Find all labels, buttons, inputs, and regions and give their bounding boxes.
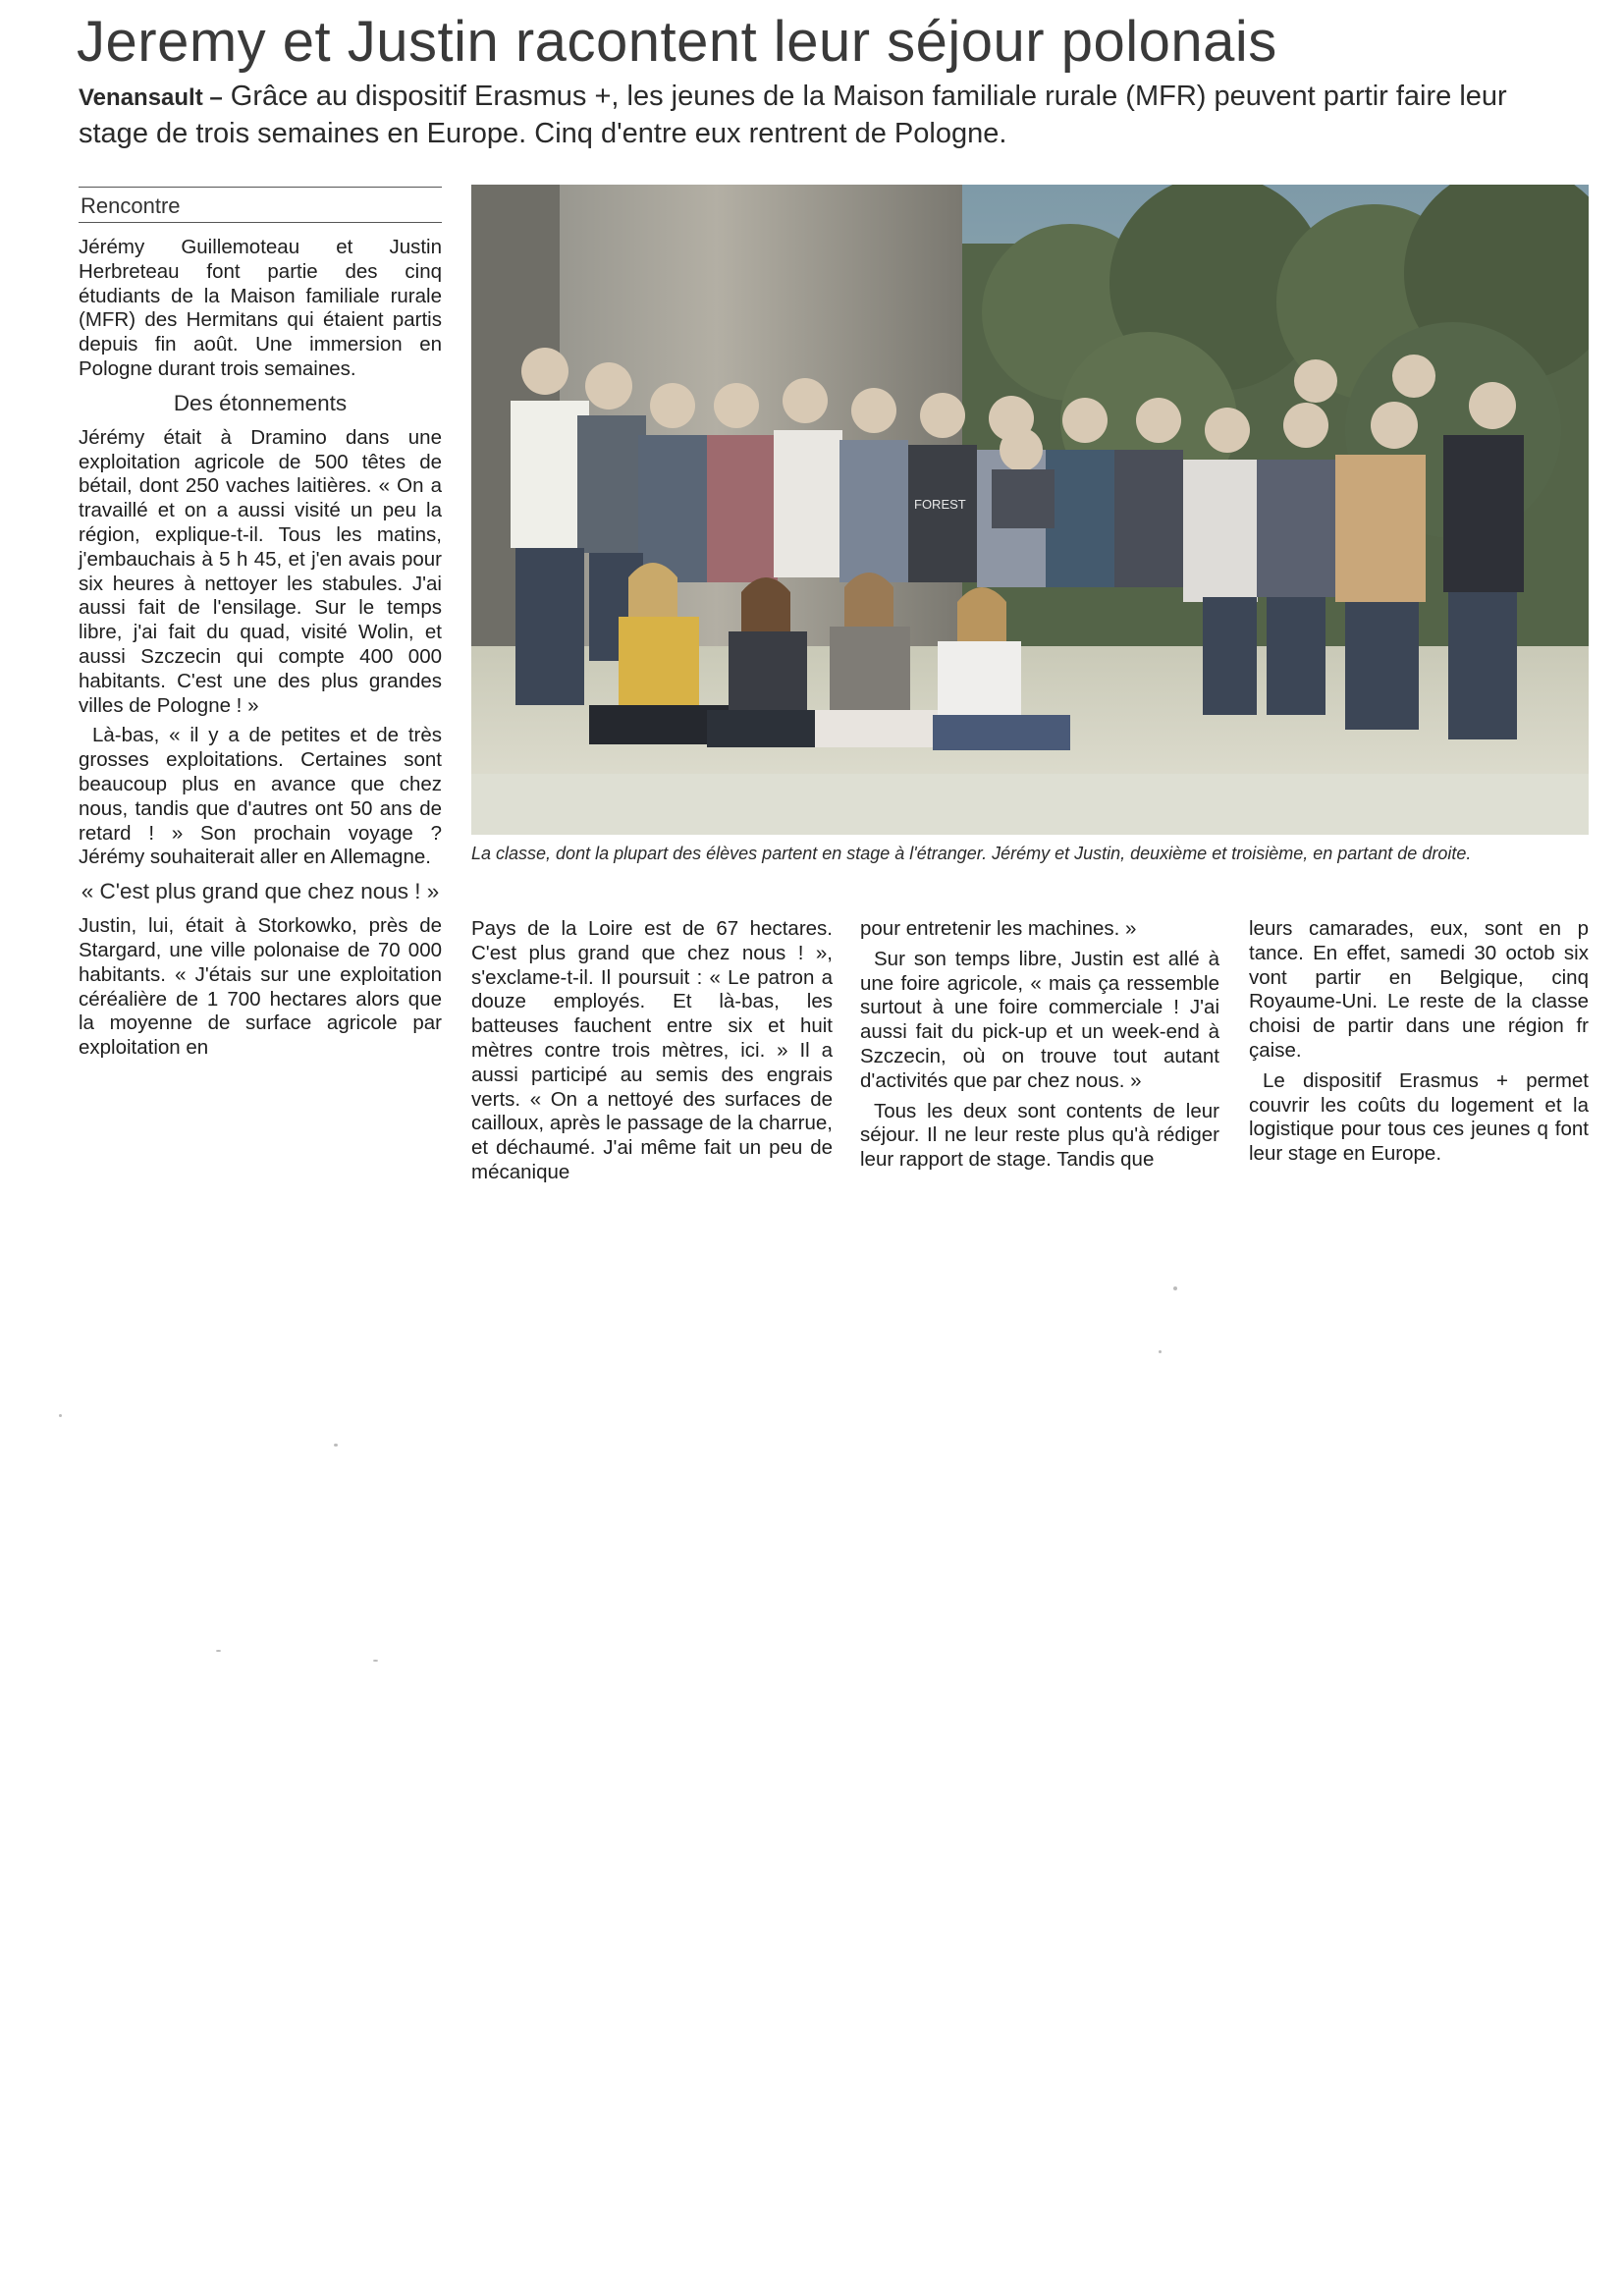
- lede-text: Grâce au dispositif Erasmus +, les jeunes de la Maison familiale rurale (MFR) peuvent partir faire leur stage de trois semaines en Europe. Cinq d'entre eux rentrent de Pologne.: [79, 81, 1507, 149]
- article-lede: [79, 79, 1551, 151]
- subheading-etonnements: Des étonnements: [173, 390, 348, 415]
- class-group-photo: [471, 185, 1589, 835]
- section-rule-top: [79, 187, 442, 188]
- scan-speck: [373, 1660, 378, 1662]
- paragraph-erasmus: Le dispositif Erasmus + permet couvrir les coûts du logement et la logistique pour tous ces jeunes q font leur stage en Europe.: [1249, 1068, 1589, 1166]
- scan-speck: [59, 1414, 62, 1417]
- paragraph-justin: Justin, lui, était à Storkowko, près de Stargard, une ville polonaise de 70 000 habitants. « J'étais sur une exploitation céréalière de 1 700 hectares alors que la moyenne de surface agricole par exploitation en: [79, 914, 442, 1060]
- paragraph-pays-de-la-loire: Pays de la Loire est de 67 hectares. C'est plus grand que chez nous ! », s'exclame-t-il. Il poursuit : « Le patron a douze employés. Et là-bas, les batteuses fauchent entre six et huit mètres contre trois mètres, ici. » Il a aussi participé au semis des engrais verts. « On a nettoyé des surfaces de cailloux, après le passage de la charrue, et déchaumé. J'ai même fait un peu de mécanique: [471, 917, 833, 1183]
- lede-place: Venansault –: [79, 84, 223, 111]
- text-column-3: [860, 917, 1219, 1178]
- text-column-2: [471, 917, 833, 1191]
- paragraph-temps-libre: Sur son temps libre, Justin est allé à une foire agricole, « mais ça ressemble surtout à une foire commerciale ! J'ai aussi fait du pick-up et un week-end à Szczecin, où on trouve tout autant d'activités que par chez nous. »: [860, 947, 1219, 1092]
- article-headline: Jeremy et Justin racontent leur séjour polonais: [77, 10, 1277, 74]
- photo-illustration: [471, 185, 1589, 835]
- scan-speck: [1173, 1286, 1177, 1290]
- scan-speck: [334, 1444, 338, 1447]
- paragraph-jeremy: Jérémy était à Dramino dans une exploitation agricole de 500 têtes de bétail, dont 250 vaches laitières. « On a travaillé et on a aussi visité un peu la région, explique-t-il. Tous les matins, j'embauchais à 5 h 45, et j'en avais pour six heures à nettoyer les stabules. J'ai aussi fait de l'ensilage. Sur le temps libre, j'ai fait du quad, visité Wolin, et aussi Szczecin qui compte 400 000 habitants. C'est une des plus grandes villes de Pologne ! »: [79, 425, 442, 717]
- subheading-plus-grand: « C'est plus grand que chez nous ! »: [81, 879, 440, 904]
- paragraph-contents: Tous les deux sont contents de leur séjour. Il ne leur reste plus qu'à rédiger leur rapport de stage. Tandis que: [860, 1099, 1219, 1172]
- shirt-text: FOREST: [914, 497, 966, 512]
- text-column-4: [1249, 917, 1589, 1173]
- photo-caption: La classe, dont la plupart des élèves partent en stage à l'étranger. Jérémy et Justin, deuxième et troisième, en partant de droite.: [471, 844, 1472, 863]
- paragraph-camarades: leurs camarades, eux, sont en p tance. En effet, samedi 30 octob six vont partir en Belgique, cinq Royaume-Uni. Le reste de la classe choisi de partir dans une région fr çaise.: [1249, 917, 1589, 1062]
- scan-speck: [216, 1650, 221, 1652]
- paragraph-intro: Jérémy Guillemoteau et Justin Herbreteau font partie des cinq étudiants de la Maison familiale rurale (MFR) des Hermitans qui étaient partis depuis fin août. Une immersion en Pologne durant trois semaines.: [79, 236, 442, 380]
- section-rule-bottom: [79, 222, 442, 223]
- section-label: Rencontre: [81, 193, 181, 218]
- text-column-1: [79, 236, 442, 1066]
- paragraph-exploitations: Là-bas, « il y a de petites et de très grosses exploitations. Certaines sont beaucoup plus en avance que chez nous, tandis que d'autres ont 50 ans de retard ! » Son prochain voyage ? Jérémy souhaiterait aller en Allemagne.: [79, 724, 442, 869]
- paragraph-machines: pour entretenir les machines. »: [860, 917, 1137, 940]
- scan-speck: [1159, 1350, 1162, 1353]
